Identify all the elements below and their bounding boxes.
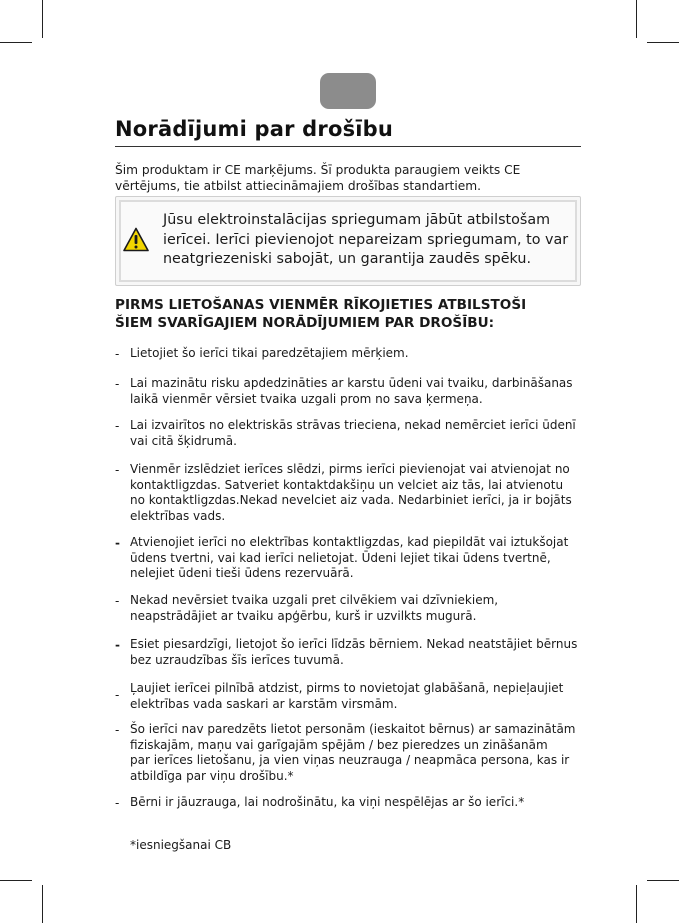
list-bullet: -	[115, 347, 120, 361]
list-item-text: Ļaujiet ierīcei pilnībā atdzist, pirms to novietojat glabāšanā, nepieļaujiet elektrības vada saskari ar karstām virsmām.	[130, 681, 564, 711]
list-bullet: -	[115, 796, 120, 810]
list-bullet: -	[115, 536, 120, 550]
list-item-text: Lai mazinātu risku apdedzināties ar karstu ūdeni vai tvaiku, darbināšanas laikā vienmēr vērsiet tvaika uzgali prom no sava ķermeņa.	[130, 376, 573, 406]
title-divider	[115, 146, 581, 147]
list-item-text: Lietojiet šo ierīci tikai paredzētajiem mērķiem.	[130, 346, 409, 360]
list-bullet: -	[115, 638, 120, 652]
list-item-text: Lai izvairītos no elektriskās strāvas trieciena, nekad nemērciet ierīci ūdenī vai citā šķidrumā.	[130, 418, 576, 448]
list-item-text: Vienmēr izslēdziet ierīces slēdzi, pirms ierīci pievienojat vai atvienojat no kontaktligzdas. Satveriet kontaktdakšiņu un velciet aiz tās, lai atvienotu no kontaktligzdas.Nekad nevelciet aiz vada. Nedarbiniet ierīci, ja ir bojāts elektrības vads.	[130, 462, 572, 523]
list-bullet: -	[115, 419, 120, 433]
warning-text: Jūsu elektroinstalācijas spriegumam jābūt atbilstošam ierīcei. Ierīci pievienojot nepareizam spriegumam, to var neatgriezeniski sabojāt, un garantija zaudēs spēku.	[163, 212, 569, 267]
crop-mark-bottom-right-vertical	[636, 885, 637, 923]
safety-heading: PIRMS LIETOŠANAS VIENMĒR RĪKOJIETIES ATBILSTOŠI ŠIEM SVARĪGAJIEM NORĀDĪJUMIEM PAR DROŠĪBU:	[115, 297, 527, 331]
list-bullet: -	[115, 688, 120, 702]
list-bullet: -	[115, 377, 120, 391]
list-bullet: -	[115, 723, 120, 737]
list-item-text: Atvienojiet ierīci no elektrības kontaktligzdas, kad piepildāt vai iztukšojat ūdens tvertni, vai kad ierīci nelietojat. Ūdeni lejiet tikai ūdens tvertnē, nelejiet ūdeni tieši ūdens rezervuārā.	[130, 535, 569, 581]
warning-triangle-icon	[123, 227, 149, 252]
crop-mark-bottom-left-horizontal	[0, 880, 32, 881]
list-item-text: Esiet piesardzīgi, lietojot šo ierīci līdzās bērniem. Nekad neatstājiet bērnus bez uzraudzības šīs ierīces tuvumā.	[130, 637, 578, 667]
list-item-text: Nekad nevērsiet tvaika uzgali pret cilvēkiem vai dzīvniekiem, neapstrādājiet ar tvaiku apģērbu, kurš ir uzvilkts mugurā.	[130, 593, 499, 623]
crop-mark-top-right-vertical	[636, 0, 637, 38]
list-item-text: Šo ierīci nav paredzēts lietot personām (ieskaitot bērnus) ar samazinātām fiziskajām, maņu vai garīgajām spējām / bez pieredzes un zināšanām par ierīces lietošanu, ja vien viņas neuzrauga / neapmāca persona, kas ir atbildīga par viņu drošību.*	[130, 722, 576, 783]
crop-mark-bottom-right-horizontal	[647, 880, 679, 881]
page-title: Norādījumi par drošību	[115, 117, 394, 141]
crop-mark-top-right-horizontal	[647, 42, 679, 43]
list-bullet: -	[115, 594, 120, 608]
list-bullet: -	[115, 463, 120, 477]
crop-mark-bottom-left-vertical	[42, 885, 43, 923]
footnote: *iesniegšanai CB	[130, 838, 232, 852]
intro-paragraph: Šim produktam ir CE marķējums. Šī produkta paraugiem veikts CE vērtējums, tie atbilst attiecināmajiem drošības standartiem.	[115, 163, 521, 193]
crop-mark-top-left-vertical	[42, 0, 43, 38]
list-item-text: Bērni ir jāuzrauga, lai nodrošinātu, ka viņi nespēlējas ar šo ierīci.*	[130, 795, 525, 809]
crop-mark-top-left-horizontal	[0, 42, 32, 43]
language-tab	[320, 73, 376, 109]
